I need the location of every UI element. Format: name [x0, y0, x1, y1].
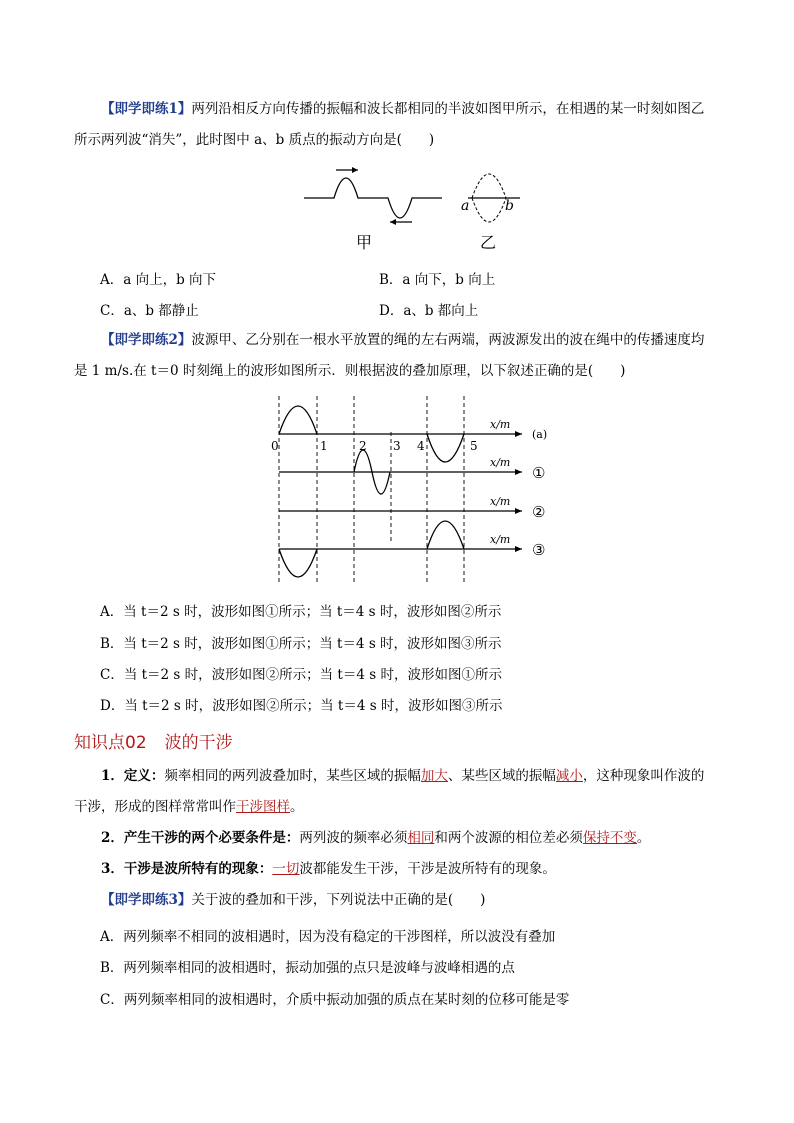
q2-wave-3-left: [279, 549, 317, 577]
q2-tick-1: 1: [320, 439, 328, 453]
item1-term-pattern: 干涉图样: [236, 799, 290, 815]
q1-wave-jia: [304, 178, 442, 218]
item2-label: 2．产生干涉的两个必要条件是：: [101, 830, 300, 846]
q3-option-b[interactable]: B．两列频率相同的波相遇时，振动加强的点只是波峰与波峰相遇的点: [100, 960, 515, 976]
q2-tick-0: 0: [271, 439, 279, 453]
q3-stem: [74, 885, 720, 916]
q2-tick-5: 5: [470, 439, 478, 453]
item2-term-constant: 保持不变: [582, 830, 637, 846]
q3-option-c[interactable]: C．两列频率相同的波相遇时，介质中振动加强的质点在某时刻的位移可能是零: [100, 992, 570, 1008]
knowledge-heading: [74, 728, 233, 753]
q2-wave-3-right: [427, 521, 464, 549]
q1-dashed-lower: [472, 198, 506, 222]
item3-term-all: 一切: [272, 861, 300, 877]
q3-text: 关于波的叠加和干涉，下列说法中正确的是( ): [191, 892, 486, 908]
item2-text-3: 。: [636, 830, 651, 846]
q2-text-line1: 波源甲、乙分别在一根水平放置的绳的左右两端，两波源发出的波在绳中的传播速度均: [191, 332, 705, 348]
q1-option-b[interactable]: B．a 向下，b 向上: [379, 272, 496, 288]
item1-term-decrease: 减小: [555, 768, 583, 784]
q1-label-jia: 甲: [356, 233, 373, 252]
item1-text-5: 。: [290, 799, 304, 815]
q3-tag: 【即学即练3】: [101, 892, 192, 908]
q2-panel-label-a: (a): [532, 428, 548, 441]
q2-panel-label-3: ③: [532, 541, 546, 559]
q1-label-a: a: [461, 198, 470, 214]
item2-text-2: 和两个波源的相位差必须: [434, 830, 583, 846]
q1-tag: 【即学即练1】: [101, 101, 192, 117]
q2-tag: 【即学即练2】: [101, 332, 192, 348]
q1-option-c[interactable]: C．a、b 都静止: [100, 303, 199, 319]
q2-option-d[interactable]: D．当 t＝2 s 时，波形如图②所示；当 t＝4 s 时，波形如图③所示: [100, 698, 503, 714]
q1-label-yi: 乙: [480, 233, 497, 252]
q2-panel-label-2: ②: [532, 503, 546, 521]
q2-axis-label-1: x/m: [490, 456, 511, 469]
q1-arrow-right: [336, 167, 358, 173]
q2-panel-label-1: ①: [532, 464, 546, 482]
q2-tick-2: 2: [359, 439, 367, 453]
knowledge-title: 波的干涉: [164, 733, 233, 753]
q2-option-a[interactable]: A．当 t＝2 s 时，波形如图①所示；当 t＝4 s 时，波形如图②所示: [100, 604, 502, 620]
q2-axis-label-2: x/m: [490, 495, 511, 508]
item1-text-1: 频率相同的两列波叠加时，某些区域的振幅: [164, 768, 421, 784]
q2-text-line2: 是 1 m/s.在 t＝0 时刻绳上的波形如图所示．则根据波的叠加原理，以下叙述正确的是( ): [74, 363, 626, 379]
item3-label: 3．干涉是波所特有的现象：: [101, 861, 273, 877]
item2-text-1: 两列波的频率必须: [299, 830, 408, 846]
q3-option-a[interactable]: A．两列频率不相同的波相遇时，因为没有稳定的干涉图样，所以波没有叠加: [100, 929, 556, 945]
item1-text-4: 干涉，形成的图样常常叫作: [74, 799, 236, 815]
item1-term-increase: 加大: [420, 768, 448, 784]
q1-arrow-left: [390, 219, 412, 225]
item1-label: 1．定义：: [101, 768, 165, 784]
q2-axis-label-a: x/m: [490, 418, 511, 431]
knowledge-item-1: [74, 761, 720, 823]
knowledge-item-2: [74, 823, 720, 854]
q2-option-c[interactable]: C．当 t＝2 s 时，波形如图②所示；当 t＝4 s 时，波形如图①所示: [100, 667, 502, 683]
q2-tick-4: 4: [417, 439, 425, 453]
item1-text-2: 、某些区域的振幅: [447, 768, 556, 784]
q2-guides: [279, 396, 464, 582]
item1-text-3: ，这种现象叫作波的: [582, 768, 705, 784]
q2-option-b[interactable]: B．当 t＝2 s 时，波形如图①所示；当 t＝4 s 时，波形如图③所示: [100, 636, 502, 652]
q1-stem: [74, 94, 720, 156]
q1-option-a[interactable]: A．a 向上，b 向下: [100, 272, 217, 288]
item2-term-same: 相同: [407, 830, 435, 846]
knowledge-item-3: [74, 854, 720, 885]
q1-figure: [298, 160, 528, 256]
knowledge-number: 知识点02: [74, 733, 147, 753]
q1-dashed-upper: [472, 174, 506, 198]
q2-wave-a-left: [279, 406, 317, 434]
item3-text-1: 波都能发生干涉，干涉是波所特有的现象。: [299, 861, 556, 877]
q1-option-d[interactable]: D．a、b 都向上: [379, 303, 479, 319]
q1-text-line1: 两列沿相反方向传播的振幅和波长都相同的半波如图甲所示，在相遇的某一时刻如图乙: [191, 101, 705, 117]
q1-label-b: b: [505, 198, 514, 214]
q2-stem: [74, 325, 720, 387]
q2-tick-3: 3: [393, 439, 401, 453]
q2-wave-a-right: [427, 434, 464, 462]
q2-axis-label-3: x/m: [490, 533, 511, 546]
q1-text-line2: 所示两列波“消失”，此时图中 a、b 质点的振动方向是( ): [74, 132, 435, 148]
q2-figure: [262, 392, 562, 588]
